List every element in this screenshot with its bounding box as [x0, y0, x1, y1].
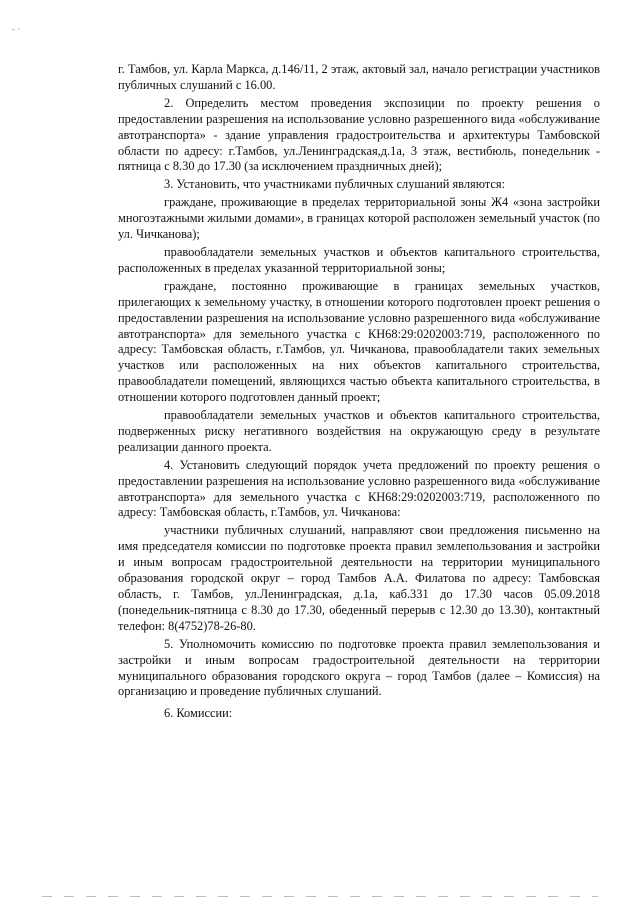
- paragraph-item-2: 2. Определить местом проведения экспозиции по проекту решения о предоставлении разрешения на использование условно разрешенного вида «обслуживание автотранспорта» - здание управления градостроительства и архитектуры Тамбовской области по адресу: г.Тамбов, ул.Ленинградская,д.1а, 3 этаж, вестибюль, понедельник - пятница с 8.30 до 17.30 (за исключением праздничных дней);: [118, 95, 600, 174]
- paragraph-participants-adjacent: граждане, постоянно проживающие в границах земельных участков, прилегающих к земельному участку, в отношении которого подготовлен проект решения о предоставлении разрешения на использование условно разрешенного вида «обслуживание автотранспорта» для земельного участка с КН68:29:0202003:719, расположенного по адресу: Тамбовская область, г.Тамбов, ул. Чичканова, правообладатели таких земельных участков или расположенных на них объектов капитального строительства, правообладатели помещений, являющихся частью объекта капитального строительства, в отношении которого подготовлен данный проект;: [118, 278, 600, 405]
- paragraph-participants-residents: граждане, проживающие в пределах территориальной зоны Ж4 «зона застройки многоэтажными жилыми домами», в границах которой расположен земельный участок (по ул. Чичканова);: [118, 195, 600, 242]
- scan-edge-artifact: [42, 896, 598, 897]
- paragraph-venue-continuation: г. Тамбов, ул. Карла Маркса, д.146/11, 2 этаж, актовый зал, начало регистрации участников публичных слушаний с 16.00.: [118, 62, 600, 92]
- scan-artifact: - ·: [12, 24, 21, 34]
- paragraph-item-4: 4. Установить следующий порядок учета предложений по проекту решения о предоставлении разрешения на использование условно разрешенного вида «обслуживание автотранспорта» для земельного участка с КН68:29:0202003:719, расположенного по адресу: Тамбовская область, г.Тамбов, ул. Чичканова:: [118, 457, 600, 520]
- paragraph-item-5: 5. Уполномочить комиссию по подготовке проекта правил землепользования и застройки и иным вопросам градостроительной деятельности на территории муниципального образования городского округа – город Тамбов (далее – Комиссия) на организацию и проведение публичных слушаний.: [118, 636, 600, 699]
- paragraph-participants-rightholders: правообладатели земельных участков и объектов капитального строительства, расположенных в пределах указанной территориальной зоны;: [118, 244, 600, 275]
- paragraph-participants-risk: правообладатели земельных участков и объектов капитального строительства, подверженных риску негативного воздействия на окружающую среду в результате реализации данного проекта.: [118, 408, 600, 454]
- paragraph-item-3: 3. Установить, что участниками публичных слушаний являются:: [164, 177, 506, 192]
- paragraph-item-6: 6. Комиссии:: [164, 706, 233, 721]
- paragraph-proposals-procedure: участники публичных слушаний, направляют свои предложения письменно на имя председателя комиссии по подготовке проекта правил землепользования и застройки и иным вопросам градостроительной деятельности на территории муниципального образования городской округ – город Тамбов А.А. Филатова по адресу: Тамбовская область, г. Тамбов, ул.Ленинградская, д.1а, каб.331 до 17.30 часов 05.09.2018 (понедельник-пятница с 8.30 до 17.30, обеденный перерыв с 12.30 до 13.30), контактный телефон: 8(4752)78-26-80.: [118, 523, 600, 633]
- document-body: [118, 62, 600, 724]
